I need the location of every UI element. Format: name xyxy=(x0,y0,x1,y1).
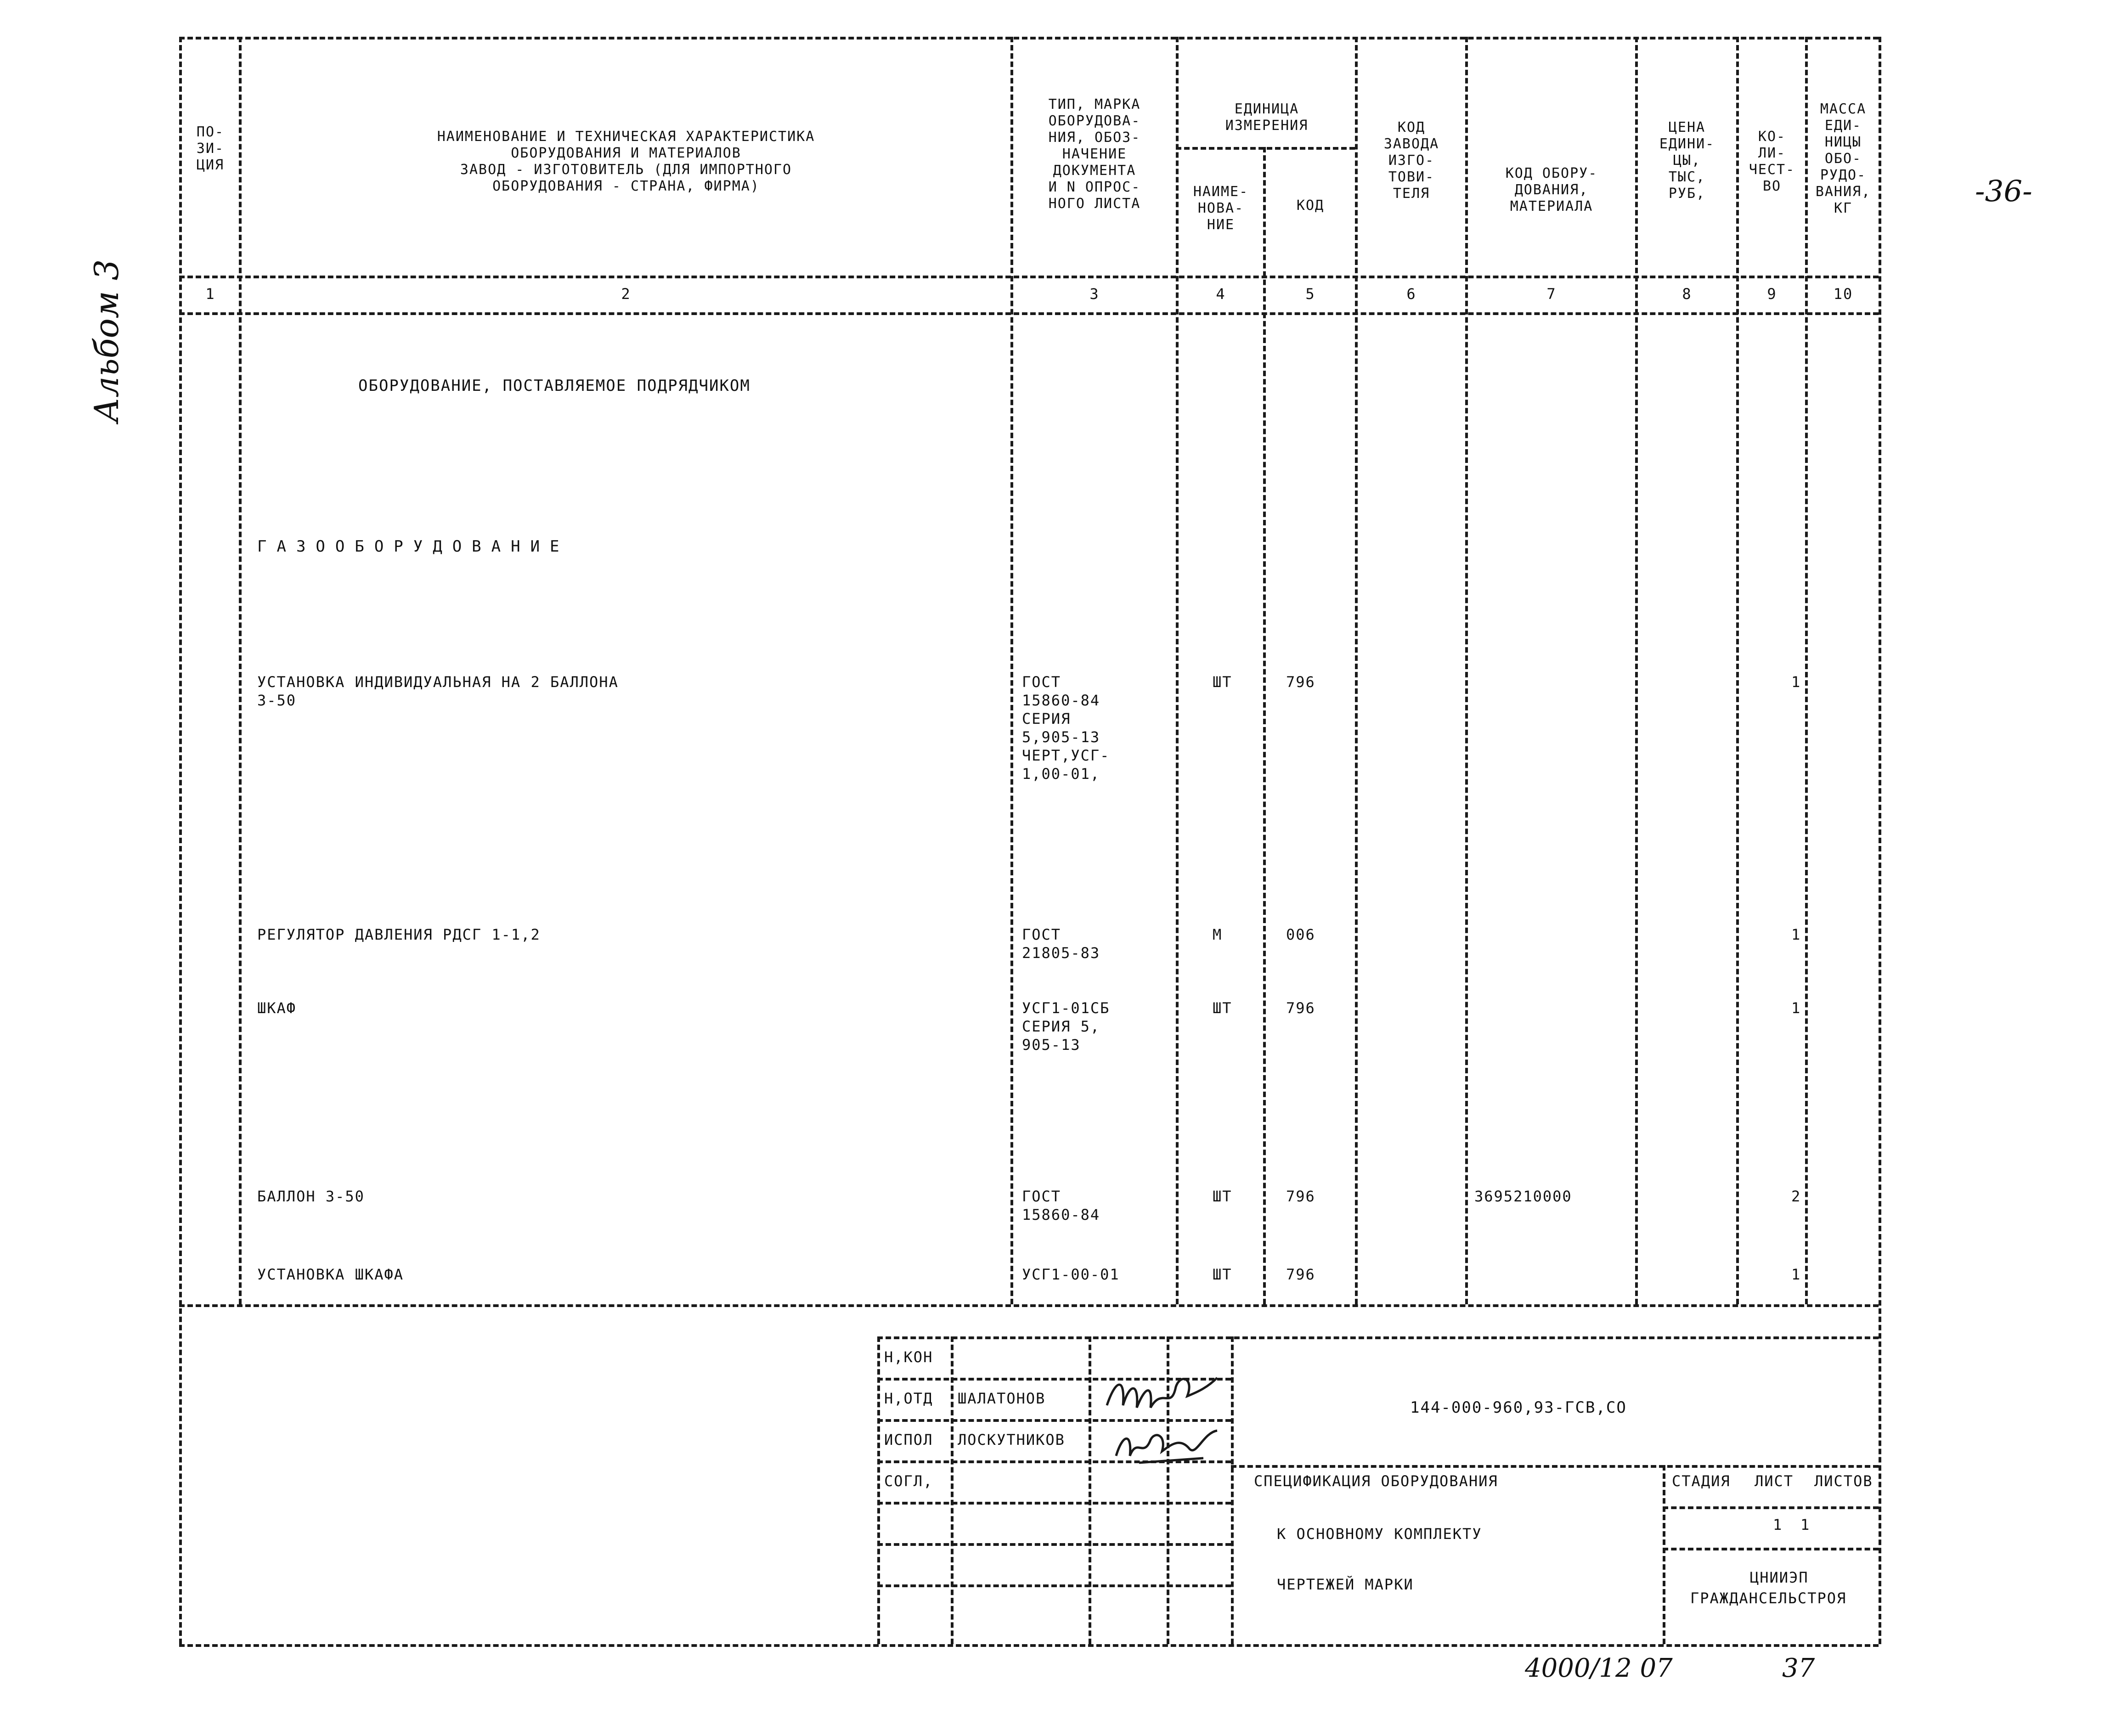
album-note: Альбом 3 xyxy=(87,259,126,423)
row-5-code: 796 xyxy=(1286,1266,1315,1283)
sign-line-2 xyxy=(877,1419,1231,1422)
header-plant-code: КОД ЗАВОДА ИЗГО- ТОВИ- ТЕЛЯ xyxy=(1383,119,1439,202)
header-quantity: КО- ЛИ- ЧЕСТ- ВО xyxy=(1749,129,1795,194)
row-2-type: ГОСТ 21805-83 xyxy=(1022,926,1100,962)
row-4-code: 796 xyxy=(1286,1188,1315,1205)
row-2-name: РЕГУЛЯТОР ДАВЛЕНИЯ РДСГ 1-1,2 xyxy=(257,926,541,943)
sign-line-5 xyxy=(877,1543,1231,1546)
header-type: ТИП, МАРКА ОБОРУДОВА- НИЯ, ОБОЗ- НАЧЕНИЕ ДОКУМЕНТА И N ОПРОС- НОГО ЛИСТА xyxy=(1048,96,1141,212)
row-5-type: УСГ1-00-01 xyxy=(1022,1266,1120,1283)
group-title: ГАЗООБОРУДОВАНИЕ xyxy=(257,537,570,556)
frame-right xyxy=(1879,37,1881,1644)
row-3-qty: 1 xyxy=(1791,999,1801,1017)
tb-sign-right xyxy=(1231,1336,1234,1644)
col-divider-5 xyxy=(1355,37,1358,1304)
bottom-note: 4000/12 07 xyxy=(1525,1653,1673,1683)
sign-name-3: ЛОСКУТНИКОВ xyxy=(958,1431,1065,1449)
col-divider-4 xyxy=(1263,147,1266,1304)
row-3-type: УСГ1-01СБ СЕРИЯ 5, 905-13 xyxy=(1022,999,1110,1054)
header-name: НАИМЕНОВАНИЕ И ТЕХНИЧЕСКАЯ ХАРАКТЕРИСТИКА ОБОРУДОВАНИЯ И МАТЕРИАЛОВ ЗАВОД - ИЗГОТОВИТЕЛЬ (ДЛЯ ИМПОРТНОГО ОБОРУДОВАНИЯ - СТРАНА, ФИРМА) xyxy=(437,129,815,194)
tb-stage-left xyxy=(1663,1465,1665,1644)
colnum-10: 10 xyxy=(1833,285,1853,303)
row-1-type: ГОСТ 15860-84 СЕРИЯ 5,905-13 ЧЕРТ,УСГ- 1,00-01, xyxy=(1022,673,1110,783)
row-4-unit: ШТ xyxy=(1213,1188,1232,1205)
row-1-name: УСТАНОВКА ИНДИВИДУАЛЬНАЯ НА 2 БАЛЛОНА 3-50 xyxy=(257,673,619,709)
sign-name-2: ШАЛАТОНОВ xyxy=(958,1390,1046,1407)
row-4-type: ГОСТ 15860-84 xyxy=(1022,1188,1100,1223)
colnum-3: 3 xyxy=(1089,285,1100,303)
col-divider-7 xyxy=(1635,37,1638,1304)
section-title: ОБОРУДОВАНИЕ, ПОСТАВЛЯЕМОЕ ПОДРЯДЧИКОМ xyxy=(358,377,750,395)
row-4-qty: 2 xyxy=(1791,1188,1801,1205)
stage-label: СТАДИЯ xyxy=(1672,1472,1731,1490)
sheets-count: 1 xyxy=(1800,1516,1811,1533)
row-2-code: 006 xyxy=(1286,926,1315,943)
colnum-4: 4 xyxy=(1216,285,1226,303)
doc-code: 144-000-960,93-ГСВ,СО xyxy=(1410,1398,1627,1417)
row-3-code: 796 xyxy=(1286,999,1315,1017)
bottom-number: 37 xyxy=(1782,1653,1815,1683)
frame-top xyxy=(179,37,1879,39)
header-unit: ЕДИНИЦА ИЗМЕРЕНИЯ xyxy=(1225,101,1309,134)
org-line-2: ГРАЖДАНСЕЛЬСТРОЯ xyxy=(1690,1589,1847,1607)
colnum-2: 2 xyxy=(621,285,631,303)
sign-role-4: СОГЛ, xyxy=(884,1472,933,1490)
row-5-unit: ШТ xyxy=(1213,1266,1232,1283)
table-bottom-line xyxy=(179,1304,1879,1307)
colnum-8: 8 xyxy=(1682,285,1692,303)
sheets-label: ЛИСТОВ xyxy=(1814,1472,1873,1490)
title-line-1: СПЕЦИФИКАЦИЯ ОБОРУДОВАНИЯ xyxy=(1254,1472,1498,1490)
row-3-unit: ШТ xyxy=(1213,999,1232,1017)
col-divider-8 xyxy=(1736,37,1739,1304)
col-divider-1 xyxy=(239,37,242,1304)
colnum-5: 5 xyxy=(1305,285,1315,303)
row-1-code: 796 xyxy=(1286,673,1315,691)
row-2-unit: М xyxy=(1213,926,1223,943)
header-unit-code: КОД xyxy=(1296,197,1325,214)
row-1-unit: ШТ xyxy=(1213,673,1232,691)
col-divider-2 xyxy=(1010,37,1013,1304)
sheet-number: 1 xyxy=(1773,1516,1783,1533)
colnum-7: 7 xyxy=(1546,285,1557,303)
header-equipment-code: КОД ОБОРУ- ДОВАНИЯ, МАТЕРИАЛА xyxy=(1505,165,1598,214)
colnum-1: 1 xyxy=(205,285,215,303)
row-1-qty: 1 xyxy=(1791,673,1801,691)
org-line-1: ЦНИИЭП xyxy=(1750,1569,1809,1586)
tb-top xyxy=(877,1336,1879,1339)
sign-line-6 xyxy=(877,1584,1231,1587)
signature-loskutnikov xyxy=(1112,1424,1222,1470)
header-bottom-line xyxy=(179,276,1879,278)
col-divider-9 xyxy=(1805,37,1808,1304)
sign-role-2: Н,ОТД xyxy=(884,1390,933,1407)
title-line-2: К ОСНОВНОМУ КОМПЛЕКТУ xyxy=(1277,1525,1482,1543)
title-line-3: ЧЕРТЕЖЕЙ МАРКИ xyxy=(1277,1576,1414,1593)
header-price: ЦЕНА ЕДИНИ- ЦЫ, ТЫС, РУБ, xyxy=(1659,119,1715,202)
tb-title-line xyxy=(1231,1465,1879,1468)
header-position: ПО- ЗИ- ЦИЯ xyxy=(196,124,225,173)
colnum-6: 6 xyxy=(1406,285,1416,303)
colnum-bottom-line xyxy=(179,312,1879,315)
sheet-label: ЛИСТ xyxy=(1755,1472,1794,1490)
row-4-name: БАЛЛОН 3-50 xyxy=(257,1188,365,1205)
tb-left xyxy=(877,1336,880,1644)
frame-bottom xyxy=(179,1644,1879,1647)
col-divider-6 xyxy=(1465,37,1468,1304)
sign-col-2 xyxy=(1089,1336,1091,1644)
sign-role-1: Н,КОН xyxy=(884,1348,933,1366)
header-unit-name: НАИМЕ- НОВА- НИЕ xyxy=(1193,184,1249,233)
row-4-equip-code: 3695210000 xyxy=(1474,1188,1572,1205)
sign-line-4 xyxy=(877,1502,1231,1505)
page-number-note: -36- xyxy=(1975,175,2032,209)
header-mass: МАССА ЕДИ- НИЦЫ ОБО- РУДО- ВАНИЯ, КГ xyxy=(1815,101,1871,216)
row-5-name: УСТАНОВКА ШКАФА xyxy=(257,1266,404,1283)
row-3-name: ШКАФ xyxy=(257,999,297,1017)
tb-stage-line-2 xyxy=(1663,1548,1879,1550)
row-5-qty: 1 xyxy=(1791,1266,1801,1283)
sign-col-1 xyxy=(951,1336,954,1644)
sign-role-3: ИСПОЛ xyxy=(884,1431,933,1449)
tb-stage-line-1 xyxy=(1663,1506,1879,1509)
colnum-9: 9 xyxy=(1767,285,1777,303)
row-2-qty: 1 xyxy=(1791,926,1801,943)
signature-shalatonov xyxy=(1102,1369,1222,1419)
